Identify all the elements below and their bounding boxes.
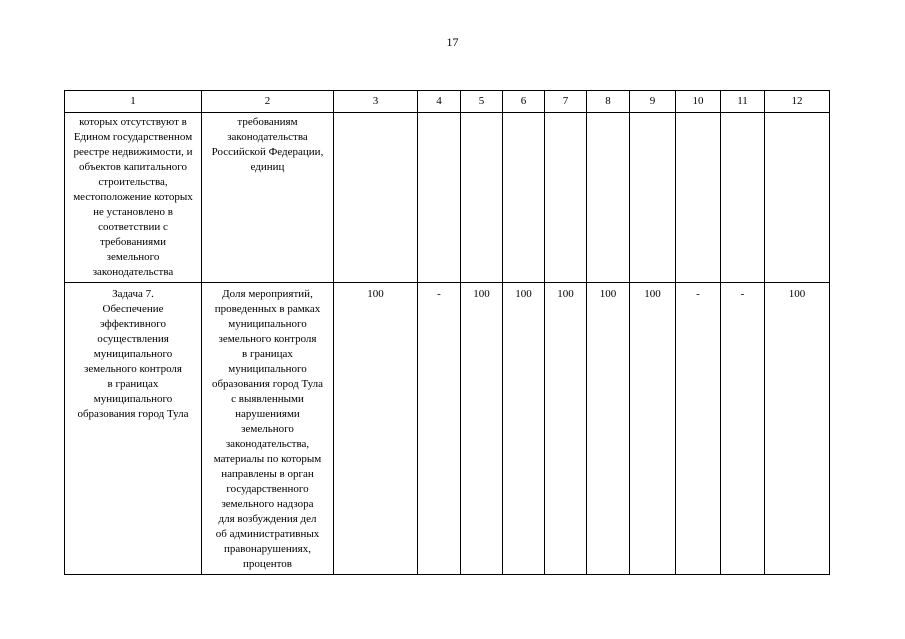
task-description-cell: которых отсутствуют в Едином государственном реестре недвижимости, и объектов капитального строительства, местоположение которых не установлено в соответствии с требованиями земельного законодательства — [65, 113, 202, 283]
value-cell: 100 — [587, 283, 630, 575]
header-cell: 1 — [65, 91, 202, 113]
value-cell: - — [418, 283, 461, 575]
value-cell — [461, 113, 503, 283]
table-row — [65, 113, 830, 283]
header-cell: 12 — [765, 91, 830, 113]
header-cell: 7 — [545, 91, 587, 113]
value-cell: 100 — [765, 283, 830, 575]
value-cell — [721, 113, 765, 283]
indicator-table — [64, 90, 830, 575]
header-cell: 11 — [721, 91, 765, 113]
value-cell — [630, 113, 676, 283]
value-cell: 100 — [630, 283, 676, 575]
value-cell — [587, 113, 630, 283]
value-cell — [334, 113, 418, 283]
value-cell: 100 — [461, 283, 503, 575]
header-cell: 10 — [676, 91, 721, 113]
value-cell: 100 — [503, 283, 545, 575]
header-cell: 8 — [587, 91, 630, 113]
header-cell: 6 — [503, 91, 545, 113]
header-cell: 9 — [630, 91, 676, 113]
header-cell: 3 — [334, 91, 418, 113]
value-cell — [545, 113, 587, 283]
value-cell — [503, 113, 545, 283]
value-cell: - — [721, 283, 765, 575]
value-cell: 100 — [545, 283, 587, 575]
page-number: 17 — [446, 35, 459, 49]
indicator-name-cell: Доля мероприятий, проведенных в рамках муниципального земельного контроля в границах муниципального образования город Тула с выявленными нарушениями земельного законодательства, материалы по которым направлены в орган государственного земельного надзора для возбуждения дел об административных правонарушениях, процентов — [202, 283, 334, 575]
header-cell: 2 — [202, 91, 334, 113]
task-description-cell: Задача 7. Обеспечение эффективного осуществления муниципального земельного контроля в границах муниципального образования город Тула — [65, 283, 202, 575]
table-row — [65, 283, 830, 575]
value-cell — [418, 113, 461, 283]
header-cell: 4 — [418, 91, 461, 113]
table-header-row — [65, 91, 830, 113]
value-cell: 100 — [334, 283, 418, 575]
value-cell: - — [676, 283, 721, 575]
header-cell: 5 — [461, 91, 503, 113]
indicator-name-cell: требованиям законодательства Российской Федерации, единиц — [202, 113, 334, 283]
value-cell — [765, 113, 830, 283]
value-cell — [676, 113, 721, 283]
